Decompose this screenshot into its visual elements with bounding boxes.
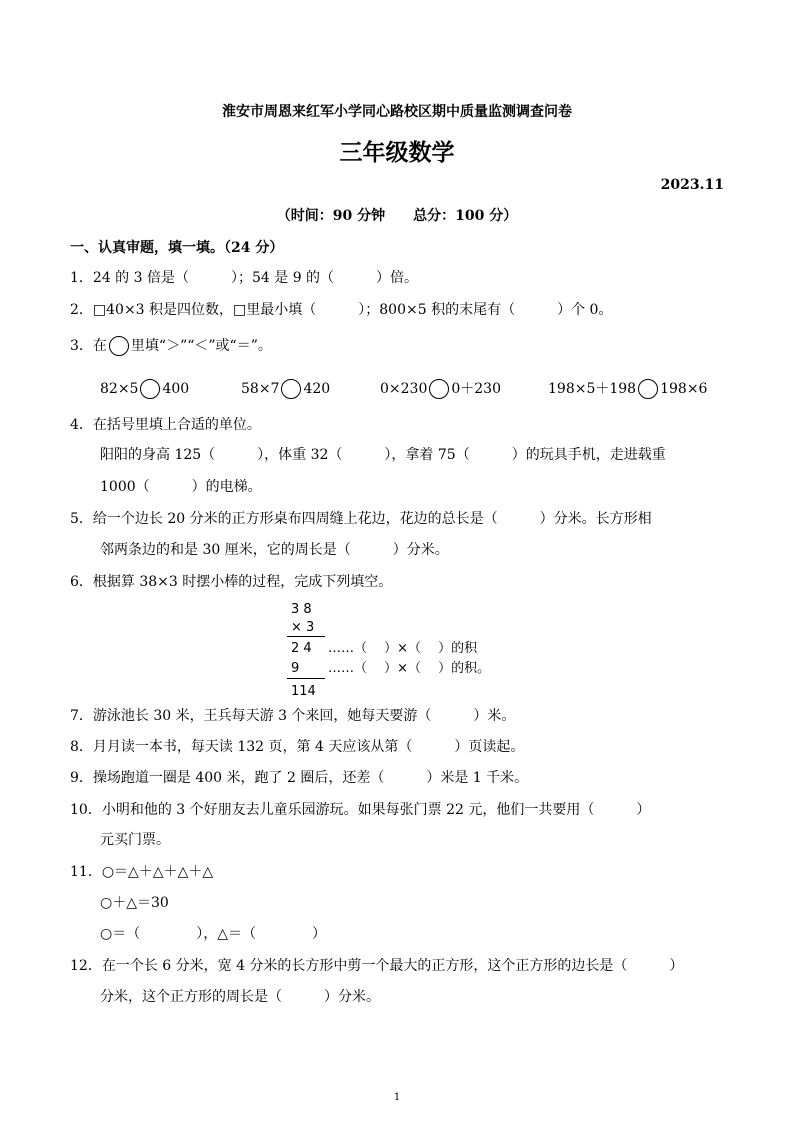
subject-title: 三年级数学	[339, 139, 455, 166]
calc-note-2: ……（ ）×（ ）的积。	[328, 661, 491, 676]
question-3-text-after: 里填“＞”“＜”或“＝”。	[130, 338, 272, 354]
question-9: 9．操场跑道一圈是 400 米，跑了 2 圈后，还差（ ）米是 1 千米。	[70, 770, 529, 786]
compare-item	[100, 378, 189, 400]
calc-divider-line	[287, 636, 325, 637]
question-11-line-2: ○＋△＝30	[100, 895, 169, 911]
question-10-line-2: 元买门票。	[100, 832, 170, 848]
compare-left: 198×5＋198	[548, 381, 637, 397]
section-title: 一、认真审题，填一填。（24 分）	[70, 240, 284, 256]
compare-circle-icon[interactable]	[281, 379, 301, 399]
calc-row-partial-2: 9	[291, 661, 300, 676]
compare-circle-icon[interactable]	[140, 379, 160, 399]
question-11-line-1: 11．○＝△＋△＋△＋△	[70, 864, 214, 880]
compare-circle-icon[interactable]	[638, 379, 658, 399]
blank-circle-icon	[109, 336, 129, 356]
page-number: 1	[393, 1092, 401, 1103]
time-score-info: （时间：90 分钟 总分：100 分）	[276, 208, 518, 224]
exam-date: 2023.11	[660, 177, 724, 193]
question-10-line-1: 10．小明和他的 3 个好朋友去儿童乐园游玩。如果每张门票 22 元，他们一共要用（ ）	[70, 802, 651, 818]
compare-right: 198×6	[660, 381, 708, 397]
question-7: 7．游泳池长 30 米，王兵每天游 3 个来回，她每天要游（ ）米。	[70, 708, 516, 724]
compare-right: 420	[303, 381, 331, 397]
question-5-line-1: 5．给一个边长 20 分米的正方形桌布四周缝上花边，花边的总长是（ ）分米。长方形相	[70, 511, 652, 527]
calc-divider-line	[287, 678, 325, 679]
question-8: 8．月月读一本书，每天读 132 页，第 4 天应该从第（ ）页读起。	[70, 739, 525, 755]
question-3	[70, 335, 272, 357]
compare-item	[380, 378, 501, 400]
question-3-text-before: 3．在	[70, 338, 107, 354]
compare-circle-icon[interactable]	[429, 379, 449, 399]
question-12-line-2: 分米，这个正方形的周长是（ ）分米。	[100, 989, 380, 1005]
calc-row-result: 114	[291, 684, 316, 699]
compare-left: 58×7	[241, 381, 280, 397]
compare-right: 400	[162, 381, 190, 397]
question-4-line-2: 阳阳的身高 125（ ），体重 32（ ），拿着 75（ ）的玩具手机，走进载重	[100, 447, 666, 463]
compare-item	[548, 378, 707, 400]
question-12-line-1: 12．在一个长 6 分米，宽 4 分米的长方形中剪一个最大的正方形，这个正方形的边长是（ ）	[70, 958, 684, 974]
compare-item	[241, 378, 330, 400]
question-11-line-3: ○＝（ ），△＝（ ）	[100, 926, 326, 942]
compare-left: 0×230	[380, 381, 428, 397]
question-4-line-3: 1000（ ）的电梯。	[100, 479, 262, 495]
compare-left: 82×5	[100, 381, 139, 397]
question-6-line-1: 6．根据算 38×3 时摆小棒的过程，完成下列填空。	[70, 574, 393, 590]
calc-row-multiplier: × 3	[291, 620, 315, 635]
calc-row-partial-1: 2 4	[291, 641, 312, 656]
question-1: 1．24 的 3 倍是（ ）；54 是 9 的（ ）倍。	[70, 270, 419, 286]
question-5-line-2: 邻两条边的和是 30 厘米，它的周长是（ ）分米。	[100, 542, 449, 558]
school-title: 淮安市周恩来红军小学同心路校区期中质量监测调查问卷	[222, 104, 572, 120]
compare-right: 0＋230	[451, 381, 501, 397]
calc-note-1: ……（ ）×（ ）的积	[328, 641, 478, 656]
calc-row-multiplicand: 3 8	[291, 602, 312, 617]
question-4-line-1: 4．在括号里填上合适的单位。	[70, 417, 261, 433]
question-2: 2．□40×3 积是四位数，□里最小填（ ）；800×5 积的末尾有（ ）个 0。	[70, 302, 613, 318]
